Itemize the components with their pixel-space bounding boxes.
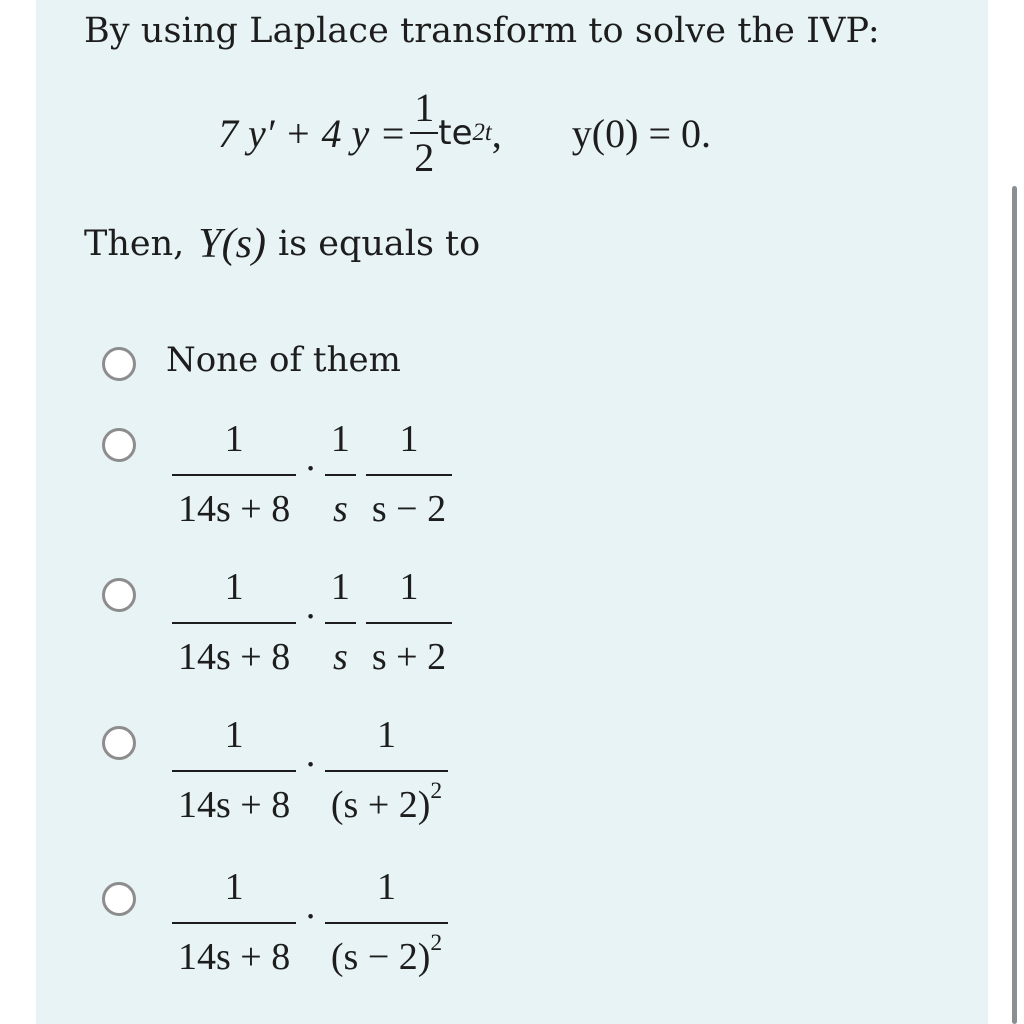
radio-button[interactable] <box>102 726 136 760</box>
numerator: 1 <box>399 418 419 460</box>
fraction <box>325 868 448 978</box>
scrollbar[interactable] <box>1012 186 1017 1024</box>
numerator: 1 <box>224 714 244 756</box>
denominator: s <box>332 487 348 530</box>
option-expression <box>172 420 452 530</box>
multiply-dot: · <box>304 447 317 490</box>
denominator: 14s + 8 <box>178 935 291 978</box>
fraction <box>172 716 296 826</box>
equation-comma: , <box>491 110 502 156</box>
initial-condition: y(0) = 0. <box>571 110 711 156</box>
fraction <box>172 420 296 530</box>
radio-button[interactable] <box>102 428 136 462</box>
denominator: $(s - 2)^2$ <box>330 930 443 978</box>
then-suffix: is equals to <box>277 224 481 264</box>
fraction-numerator: 1 <box>414 85 435 130</box>
multiply-dot: · <box>304 743 317 786</box>
option-label: None of them <box>166 340 401 380</box>
denominator: s − 2 <box>371 487 447 530</box>
denominator: s <box>332 635 348 678</box>
denominator: s + 2 <box>371 635 447 678</box>
Ys-symbol: Y(s) <box>198 221 266 267</box>
then-prefix: Then, <box>84 224 185 264</box>
ivp-equation: 7 y′ + 4 y = $\frac{1}{2}$ te 2t , y(0) = 0. <box>218 85 711 180</box>
equation-te: te <box>438 113 473 153</box>
equation-lhs: 7 y′ + 4 y = <box>218 110 407 156</box>
question-prompt: By using Laplace transform to solve the IVP: <box>84 11 880 51</box>
numerator: 1 <box>377 714 397 756</box>
fraction <box>325 568 356 678</box>
option-expression <box>172 716 448 826</box>
numerator: 1 <box>224 418 244 460</box>
numerator: 1 <box>330 418 350 460</box>
numerator: 1 <box>224 866 244 908</box>
option-expression <box>172 568 452 678</box>
numerator: 1 <box>399 566 419 608</box>
equation-fraction <box>410 85 438 180</box>
then-line <box>84 218 480 270</box>
option-expression <box>172 868 448 978</box>
denominator: 14s + 8 <box>178 783 291 826</box>
radio-button[interactable] <box>102 347 136 381</box>
numerator: 1 <box>377 866 397 908</box>
exponent: 2 <box>430 778 443 805</box>
radio-button[interactable] <box>102 882 136 916</box>
fraction <box>172 568 296 678</box>
denominator: 14s + 8 <box>178 635 291 678</box>
numerator: 1 <box>330 566 350 608</box>
radio-button[interactable] <box>102 578 136 612</box>
fraction-denominator: 2 <box>414 135 435 180</box>
fraction <box>366 568 452 678</box>
fraction <box>172 868 296 978</box>
multiply-dot: · <box>304 895 317 938</box>
fraction <box>366 420 452 530</box>
fraction <box>325 420 356 530</box>
exponent: 2 <box>430 930 443 957</box>
fraction <box>325 716 448 826</box>
denominator: $(s + 2)^2$ <box>330 778 443 826</box>
multiply-dot: · <box>304 595 317 638</box>
denominator: 14s + 8 <box>178 487 291 530</box>
numerator: 1 <box>224 566 244 608</box>
